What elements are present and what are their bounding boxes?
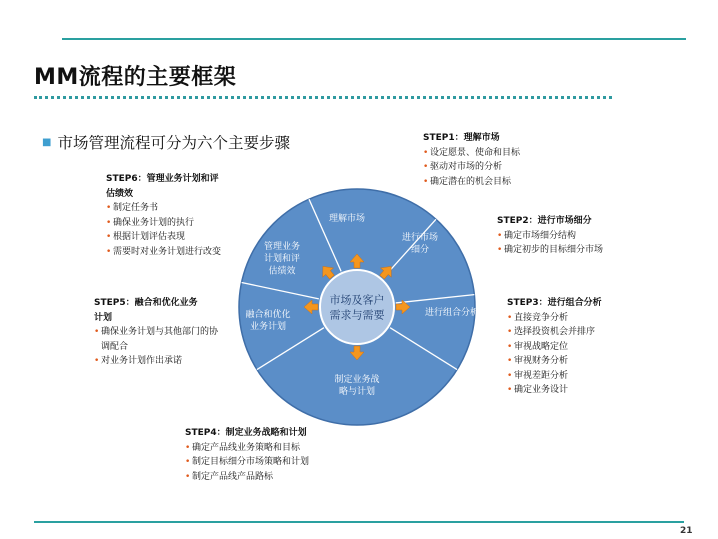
slide-title: MM流程的主要框架 — [34, 65, 237, 90]
list-item: • 确定市场细分结构 — [497, 229, 707, 244]
top-rule — [62, 38, 686, 40]
segment-label-strategy-plan: 制定业务战略与计划 — [334, 375, 380, 398]
list-item: • 对业务计划作出承诺 — [94, 354, 222, 369]
mm-process-cycle-diagram — [230, 185, 490, 430]
list-item: • 确定产品线业务策略和目标 — [185, 441, 415, 456]
page-number: 21 — [680, 526, 693, 536]
step5-block — [94, 296, 222, 369]
step5-heading-line2: 计划 — [94, 312, 113, 323]
segment-label-market-segmentation: 进行市场细分 — [401, 233, 439, 256]
step2-list — [497, 229, 707, 258]
step3-heading: STEP3：进行组合分析 — [507, 298, 602, 308]
step5-list — [94, 325, 222, 369]
step5-heading-line1: STEP5：融合和优化业务 — [94, 298, 198, 308]
list-item: • 选择投资机会并排序 — [507, 325, 707, 340]
lead-text-row — [42, 131, 290, 153]
step2-heading: STEP2：进行市场细分 — [497, 216, 592, 226]
list-item: • 制定产品线产品路标 — [185, 470, 415, 485]
lead-text: 市场管理流程可分为六个主要步骤 — [57, 134, 290, 152]
step1-list — [423, 146, 623, 190]
step3-block — [507, 296, 707, 398]
segment-label-portfolio-analysis: 进行组合分析 — [424, 308, 480, 319]
step1-block — [423, 131, 623, 189]
segment-label-manage-evaluate: 管理业务计划和评估绩效 — [263, 242, 301, 277]
list-item: • 制定目标细分市场策略和计划 — [185, 455, 415, 470]
list-item: • 确定潜在的机会目标 — [423, 175, 623, 190]
title-dotted-rule — [34, 96, 612, 99]
list-item: • 驱动对市场的分析 — [423, 160, 623, 175]
list-item: • 确保业务计划与其他部门的协调配合 — [94, 325, 222, 354]
list-item: • 审视差距分析 — [507, 369, 707, 384]
segment-label-integrate-optimize: 融合和优化业务计划 — [245, 310, 291, 333]
list-item: • 制定任务书 — [106, 201, 232, 216]
center-circle — [320, 270, 394, 344]
list-item: • 确保业务计划的执行 — [106, 216, 232, 231]
step4-list — [185, 441, 415, 485]
step6-heading-line1: STEP6：管理业务计划和评 — [106, 174, 219, 184]
step1-heading: STEP1：理解市场 — [423, 133, 500, 143]
list-item: • 审视战略定位 — [507, 340, 707, 355]
list-item: • 根据计划评估表现 — [106, 230, 232, 245]
step4-block — [185, 426, 415, 484]
list-item: • 审视财务分析 — [507, 354, 707, 369]
step6-heading-line2: 估绩效 — [106, 188, 134, 199]
step2-block — [497, 214, 707, 258]
step6-list — [106, 201, 232, 259]
step3-list — [507, 311, 707, 398]
step6-block — [106, 172, 232, 259]
center-label: 市场及客户需求与需要 — [329, 293, 385, 322]
list-item: • 确定初步的目标细分市场 — [497, 243, 707, 258]
segment-label-understand-market: 理解市场 — [328, 214, 366, 225]
step4-heading: STEP4：制定业务战略和计划 — [185, 428, 307, 438]
list-item: • 直接竞争分析 — [507, 311, 707, 326]
list-item: • 需要时对业务计划进行改变 — [106, 245, 232, 260]
list-item: • 设定愿景、使命和目标 — [423, 146, 623, 161]
square-bullet-icon: ■ — [42, 137, 52, 148]
list-item: • 确定业务设计 — [507, 383, 707, 398]
bottom-rule — [34, 521, 684, 523]
